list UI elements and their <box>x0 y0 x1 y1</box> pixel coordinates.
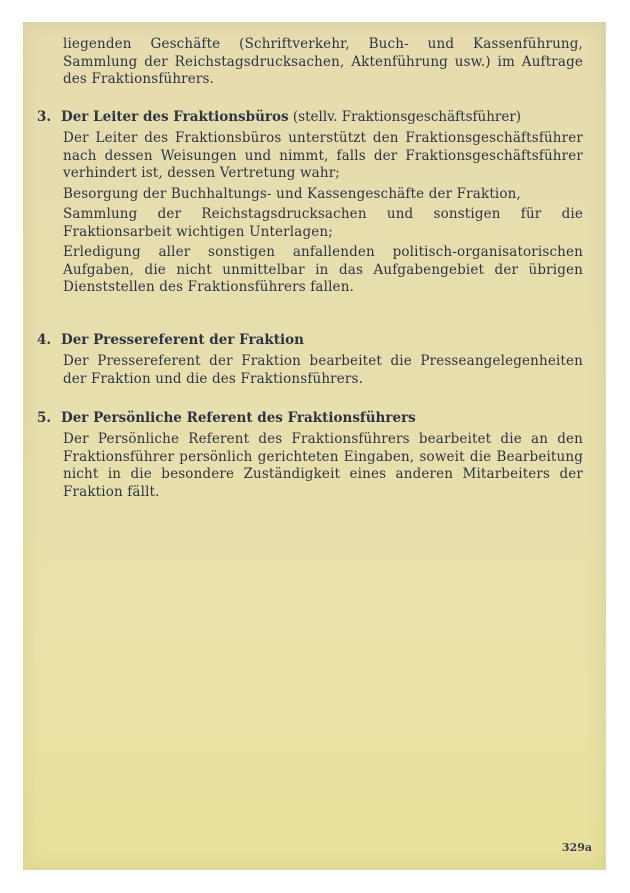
section-4 <box>37 331 583 391</box>
section-number: 5. <box>37 410 52 426</box>
section-heading <box>37 409 583 427</box>
section-paragraph: Der Leiter des Fraktionsbüros unterstützt den Fraktionsgeschäftsführer nach dessen Weisungen und nimmt, falls der Fraktionsgeschäftsführer verhindert ist, dessen Vertretung wahr; <box>63 130 583 181</box>
page-number: 329a <box>561 841 592 854</box>
section-number: 3. <box>37 109 52 125</box>
section-title: Der Leiter des Fraktionsbüros <box>61 109 289 125</box>
section-paragraph: Besorgung der Buchhaltungs- und Kassengeschäfte der Fraktion, <box>63 185 521 202</box>
section-3 <box>37 108 583 300</box>
intro-paragraph: liegenden Geschäfte (Schriftverkehr, Buch- und Kassenführung, Sammlung der Reichstagsdrucksachen, Aktenführung usw.) im Auftrage des Fraktionsführers. <box>63 36 583 87</box>
section-paragraph: Erledigung aller sonstigen anfallenden politisch-organisatorischen Aufgaben, die nicht unmittelbar in das Aufgabengebiet der übrigen Dienststellen des Fraktionsführers fallen. <box>63 244 583 295</box>
section-subtitle: (stellv. Fraktionsgeschäftsführer) <box>288 109 522 125</box>
section-title: Der Pressereferent der Fraktion <box>61 332 304 348</box>
document-page <box>23 22 606 870</box>
section-title: Der Persönliche Referent des Fraktionsführers <box>61 410 416 426</box>
section-heading <box>37 108 583 126</box>
section-paragraph: Der Persönliche Referent des Fraktionsführers bearbeitet die an den Fraktionsführer persönlich gerichteten Eingaben, soweit die Bearbeitung nicht in die besondere Zuständigkeit eines anderen Mitarbeiters der Fraktion fällt. <box>63 431 583 500</box>
section-5 <box>37 409 583 504</box>
section-heading <box>37 331 583 349</box>
section-paragraph: Sammlung der Reichstagsdrucksachen und sonstigen für die Fraktionsarbeit wichtigen Unterlagen; <box>63 206 583 240</box>
section-paragraph: Der Pressereferent der Fraktion bearbeitet die Presseangelegenheiten der Fraktion und die des Fraktionsführers. <box>63 353 583 387</box>
section-number: 4. <box>37 332 52 348</box>
